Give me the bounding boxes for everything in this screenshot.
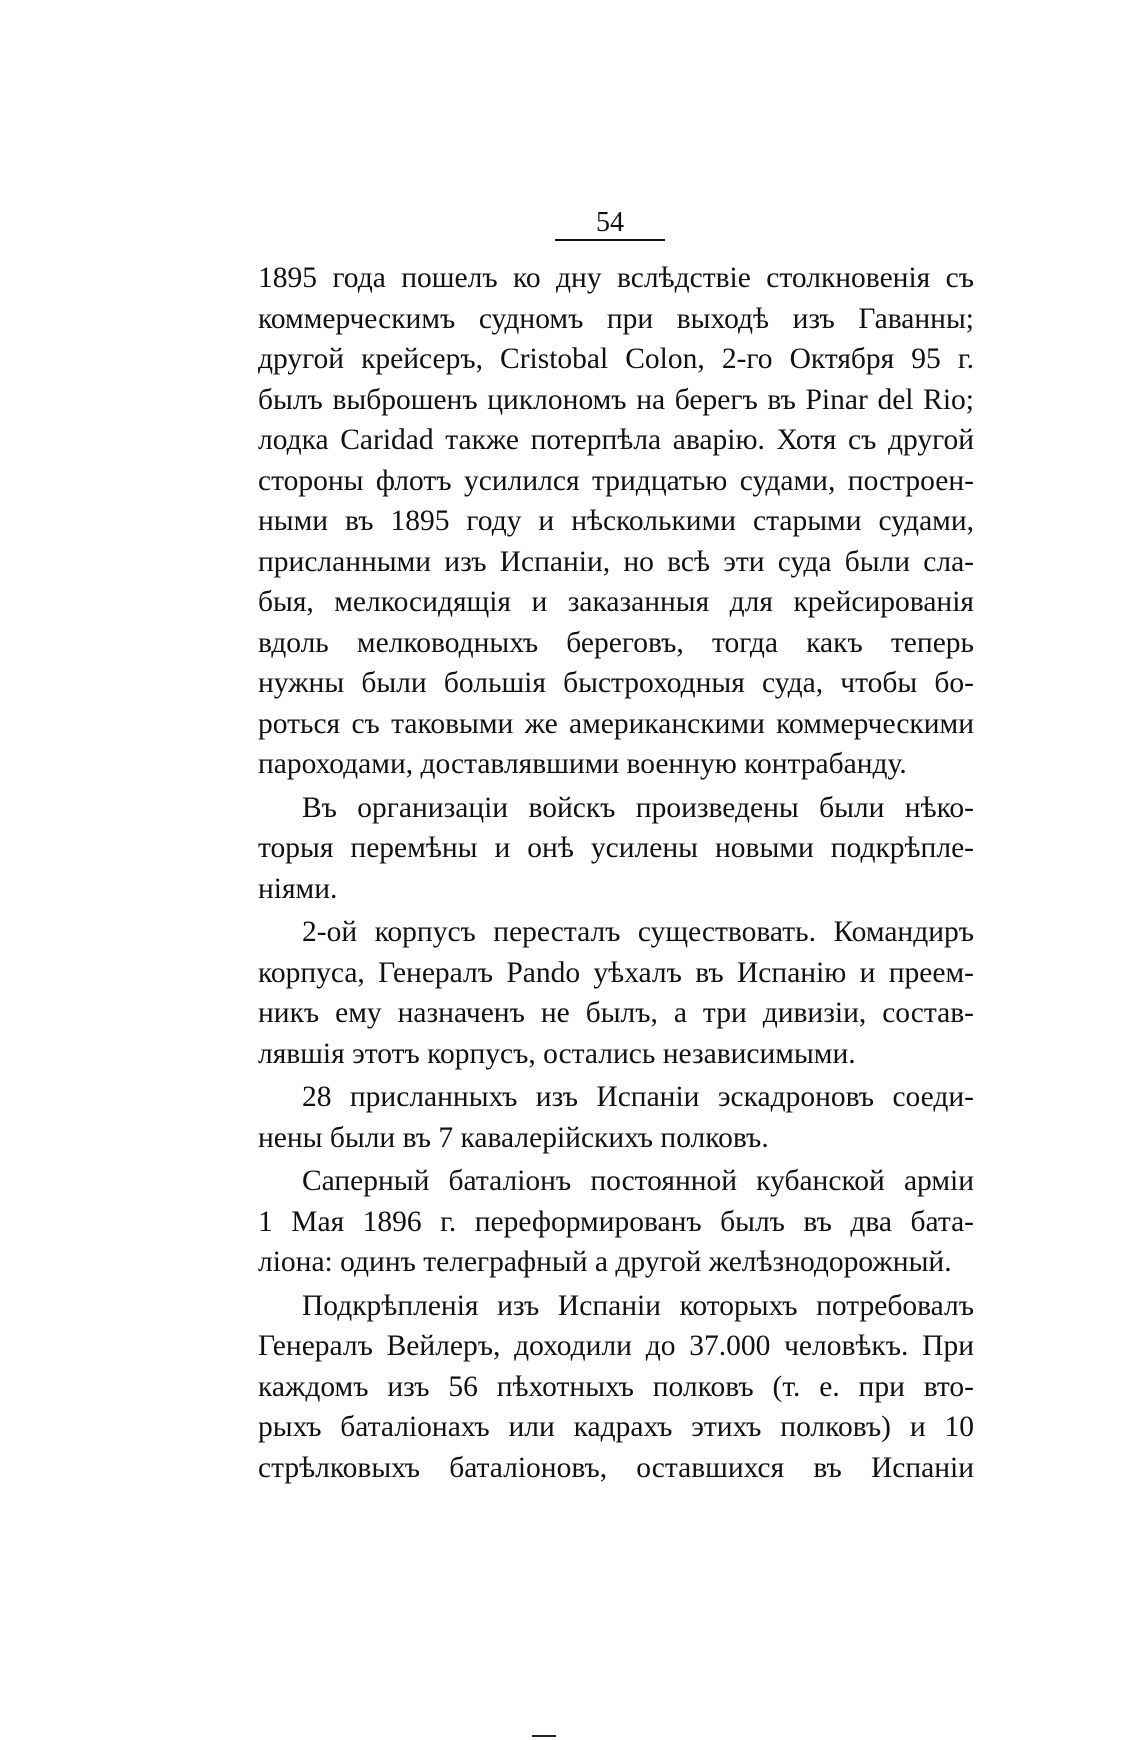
text-line: стороны флотъ усилился тридцатью судами, построен- (258, 464, 974, 497)
text-line: торыя перемѣны и онѣ усилены новыми подкрѣпле- (258, 832, 974, 864)
paragraph-reinforcements (258, 1286, 974, 1489)
text-line: роться съ таковыми же американскими коммерческими (258, 707, 974, 740)
text-line: 1895 года пошелъ ко дну вслѣдствіе столкновенія съ (258, 262, 974, 294)
text-line: Подкрѣпленія изъ Испаніи которыхъ потребовалъ (302, 1289, 974, 1322)
text-line: стрѣлковыхъ баталіоновъ, оставшихся въ Испаніи (258, 1451, 974, 1484)
paragraph-second-corps (258, 912, 974, 1074)
text-line: присланными изъ Испаніи, но всѣ эти суда были сла- (258, 545, 974, 578)
page-number: 54 (555, 208, 665, 241)
paragraph-navy (258, 258, 974, 785)
text-line: другой крейсеръ, Cristobal Colon, 2-го Октября 95 г. (258, 343, 974, 375)
paragraph-army-organization (258, 788, 974, 910)
body-text (258, 258, 974, 1488)
text-line: Саперный баталіонъ постоянной кубанской арміи (302, 1165, 974, 1197)
text-line: быя, мелкосидящія и заказанныя для крейсированія (258, 586, 974, 618)
text-line: Генералъ Вейлеръ, доходили до 37.000 человѣкъ. При (258, 1330, 974, 1362)
text-line: коммерческимъ судномъ при выходѣ изъ Гаванны; (258, 302, 974, 335)
page-footer-dash (532, 1735, 556, 1737)
text-line: лодка Caridad также потерпѣла аварію. Хотя съ другой (258, 424, 974, 456)
text-line: ліона: одинъ телеграфный а другой желѣзнодорожный. (258, 1246, 952, 1278)
text-line: никъ ему назначенъ не былъ, а три дивизіи, состав- (258, 997, 974, 1029)
text-line: пароходами, доставлявшими военную контрабанду. (258, 748, 907, 780)
text-line: нены были въ 7 кавалерійскихъ полковъ. (258, 1121, 769, 1154)
text-line: былъ выброшенъ циклономъ на берегъ въ Pinar del Rio; (258, 383, 974, 416)
text-line: ными въ 1895 году и нѣсколькими старыми судами, (258, 505, 974, 537)
text-line: рыхъ баталіонахъ или кадрахъ этихъ полковъ) и 10 (258, 1411, 974, 1443)
text-line: лявшія этотъ корпусъ, остались независимыми. (258, 1037, 856, 1070)
text-line: вдоль мелководныхъ береговъ, тогда какъ теперь (258, 626, 974, 659)
text-line: 28 присланныхъ изъ Испаніи эскадроновъ соеди- (302, 1081, 974, 1113)
paragraph-sapper-battalion (258, 1161, 974, 1283)
text-line: каждомъ изъ 56 пѣхотныхъ полковъ (т. е. при вто- (258, 1370, 974, 1403)
text-line: нужны были большія быстроходныя суда, чтобы бо- (258, 667, 974, 699)
text-line: 1 Мая 1896 г. переформированъ былъ въ два бата- (258, 1205, 974, 1238)
text-line: Въ организаціи войскъ произведены были нѣко- (302, 791, 974, 824)
text-line: 2-ой корпусъ пересталъ существовать. Командиръ (302, 916, 974, 948)
paragraph-squadrons (258, 1077, 974, 1158)
text-line: ніями. (258, 872, 338, 905)
text-line: корпуса, Генералъ Pando уѣхалъ въ Испанію и преем- (258, 956, 974, 989)
